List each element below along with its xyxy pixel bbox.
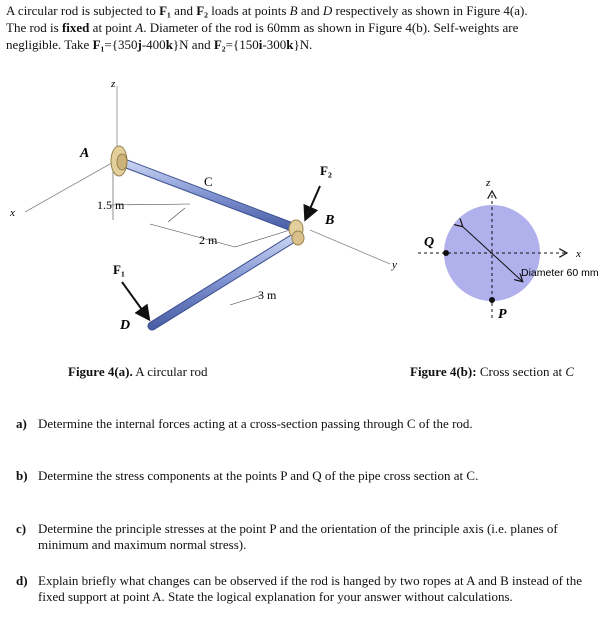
point-d-ref: D (322, 3, 333, 18)
text: The rod is (6, 20, 62, 35)
unit-j: j (137, 37, 142, 52)
unit-k: k (286, 37, 294, 52)
caption-text: Cross section at (476, 364, 566, 379)
question-text: Explain briefly what changes can be observed if the rod is hanged by two ropes at A and B instead of the fixed support at point A. State the logical explanation for your answer without calculations. (38, 573, 583, 604)
text: ={350 (104, 37, 138, 52)
text: -400 (141, 37, 166, 52)
intro-line-2 (6, 19, 606, 36)
question-label: d) (16, 573, 28, 588)
question-d (16, 573, 606, 605)
text: ={150 (225, 37, 259, 52)
intro-line-1 (6, 2, 606, 19)
figure-4a (9, 78, 397, 333)
caption-point-c: C (565, 364, 575, 379)
rod-bd (152, 236, 297, 326)
question-text: Determine the principle stresses at the point P and the orientation of the principle axis (i.e. planes of minimum and maximum normal stress). (38, 521, 558, 552)
y-axis-line (310, 230, 390, 264)
axis-x-label: x (10, 207, 15, 219)
f1-symbol: F₁ (159, 3, 171, 18)
dim-tick (168, 208, 185, 222)
point-b-ref: B (289, 3, 298, 18)
point-b-label: B (325, 213, 335, 228)
intro-line-3 (6, 36, 606, 53)
f2-arrow (306, 186, 320, 218)
dim-1-5m: 1.5 m (97, 198, 125, 212)
text: respectively as shown in Figure 4(a). (332, 3, 528, 18)
point-p-dot (489, 297, 495, 303)
unit-k: k (165, 37, 173, 52)
caption-figure-4b (410, 364, 574, 380)
problem-statement (6, 2, 606, 53)
text: negligible. Take (6, 37, 93, 52)
point-d-label: D (120, 318, 131, 333)
text: and (297, 3, 323, 18)
elbow-joint-lower (292, 231, 304, 245)
section-axis-z-label: z (486, 177, 491, 189)
question-text: Determine the internal forces acting at a cross-section passing through C of the rod. (38, 416, 473, 431)
question-label: c) (16, 521, 27, 536)
text: }N and (172, 37, 214, 52)
diameter-label: Diameter 60 mm (521, 267, 599, 279)
dim-2m: 2 m (199, 233, 218, 247)
dim-3m: 3 m (258, 288, 277, 302)
text: at point (89, 20, 136, 35)
text: A circular rod is subjected to (6, 3, 160, 18)
question-label: b) (16, 468, 28, 483)
unit-i: i (258, 37, 263, 52)
text: }N. (293, 37, 313, 52)
point-q-label: Q (424, 235, 435, 250)
caption-bold: Figure 4(b): (410, 364, 477, 379)
text: and (170, 3, 197, 18)
f1-symbol: F₁ (92, 37, 105, 52)
question-text: Determine the stress components at the points P and Q of the pipe cross section at C. (38, 468, 479, 483)
point-c-label: C (204, 174, 213, 189)
text: loads at points (208, 3, 290, 18)
text: -300 (262, 37, 287, 52)
caption-text: A circular rod (132, 364, 208, 379)
question-c (16, 521, 606, 553)
section-axis-x-label: x (576, 248, 581, 260)
point-q-dot (443, 250, 449, 256)
f1-arrow (122, 282, 148, 318)
f2-symbol: F₂ (196, 3, 209, 18)
point-a-label: A (80, 146, 90, 161)
fixed-word: fixed (61, 20, 90, 35)
point-p-label: P (498, 307, 507, 322)
dim-line (150, 224, 235, 247)
figure-4b (418, 177, 599, 322)
question-b (16, 468, 606, 484)
figures (0, 64, 612, 360)
point-a-ref: A (135, 20, 144, 35)
question-a (16, 416, 606, 432)
caption-figure-4a (68, 364, 207, 380)
question-label: a) (16, 416, 27, 431)
f2-symbol: F₂ (213, 37, 226, 52)
axis-z-label: z (111, 78, 116, 90)
rod-ab (124, 163, 295, 228)
caption-bold: Figure 4(a). (68, 364, 133, 379)
axis-y-label: y (392, 259, 397, 271)
text: . Diameter of the rod is 60mm as shown in Figure 4(b). Self-weights are (143, 20, 519, 35)
f1-label: F₁ (113, 262, 125, 277)
fixed-support-hub (117, 154, 127, 170)
f2-label: F₂ (320, 163, 332, 178)
